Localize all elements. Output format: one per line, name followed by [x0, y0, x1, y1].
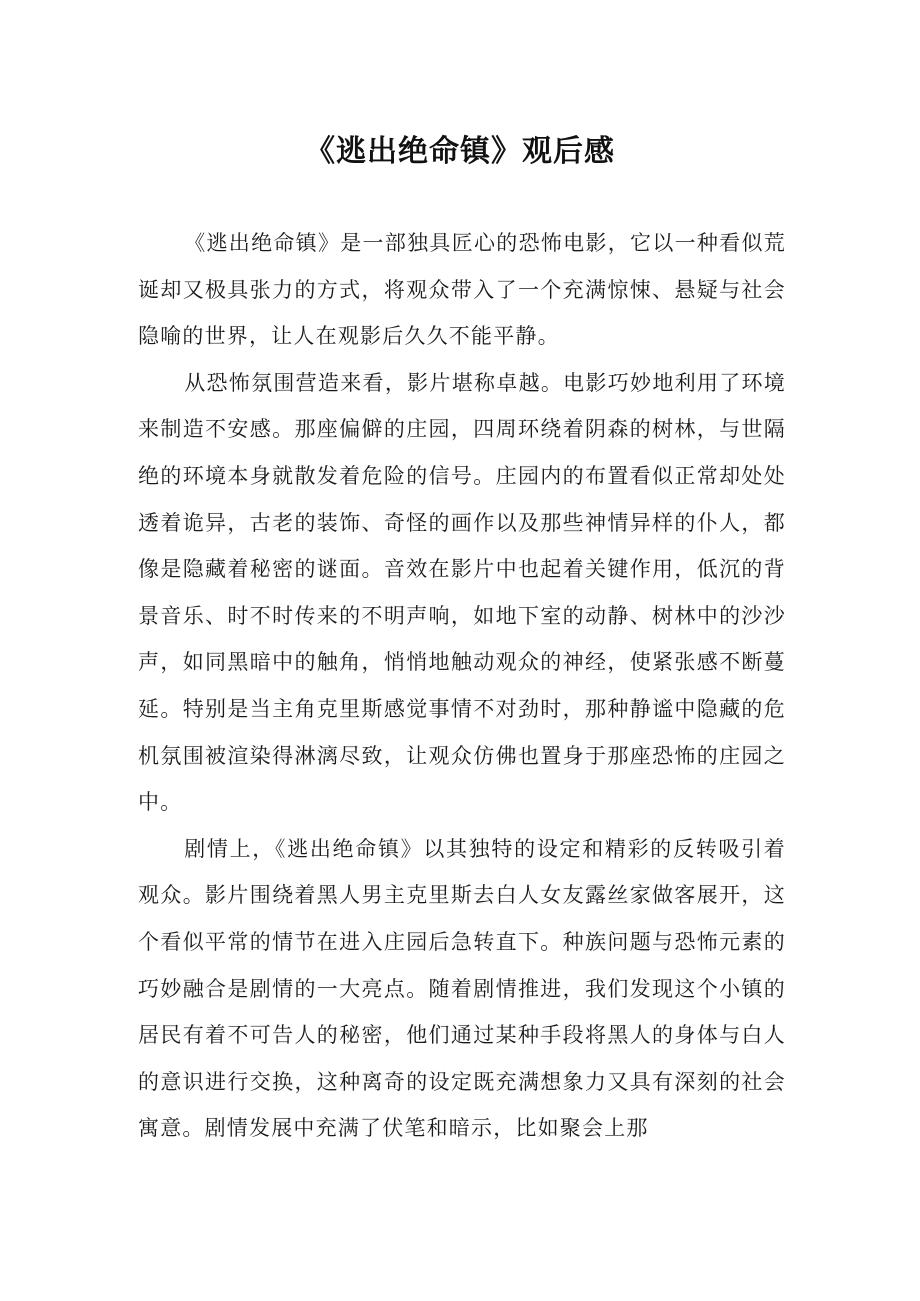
paragraph-atmosphere: 从恐怖氛围营造来看，影片堪称卓越。电影巧妙地利用了环境来制造不安感。那座偏僻的庄园，四周环绕着阴森的树林，与世隔绝的环境本身就散发着危险的信号。庄园内的布置看似正常却处处透着诡异，古老的装饰、奇怪的画作以及那些神情异样的仆人，都像是隐藏着秘密的谜面。音效在影片中也起着关键作用，低沉的背景音乐、时不时传来的不明声响，如地下室的动静、树林中的沙沙声，如同黑暗中的触角，悄悄地触动观众的神经，使紧张感不断蔓延。特别是当主角克里斯感觉事情不对劲时，那种静谧中隐藏的危机氛围被渲染得淋漓尽致，让观众仿佛也置身于那座恐怖的庄园之中。 — [138, 370, 786, 815]
document-title: 《逃出绝命镇》观后感 — [305, 134, 615, 169]
document-body — [138, 220, 786, 1152]
paragraph-intro: 《逃出绝命镇》是一部独具匠心的恐怖电影，它以一种看似荒诞却又极具张力的方式，将观众带入了一个充满惊悚、悬疑与社会隐喻的世界，让人在观影后久久不能平静。 — [138, 231, 786, 349]
paragraph-plot: 剧情上，《逃出绝命镇》以其独特的设定和精彩的反转吸引着观众。影片围绕着黑人男主克里斯去白人女友露丝家做客展开，这个看似平常的情节在进入庄园后急转直下。种族问题与恐怖元素的巧妙融合是剧情的一大亮点。随着剧情推进，我们发现这个小镇的居民有着不可告人的秘密，他们通过某种手段将黑人的身体与白人的意识进行交换，这种离奇的设定既充满想象力又具有深刻的社会寓意。剧情发展中充满了伏笔和暗示，比如聚会上那 — [138, 836, 786, 1141]
